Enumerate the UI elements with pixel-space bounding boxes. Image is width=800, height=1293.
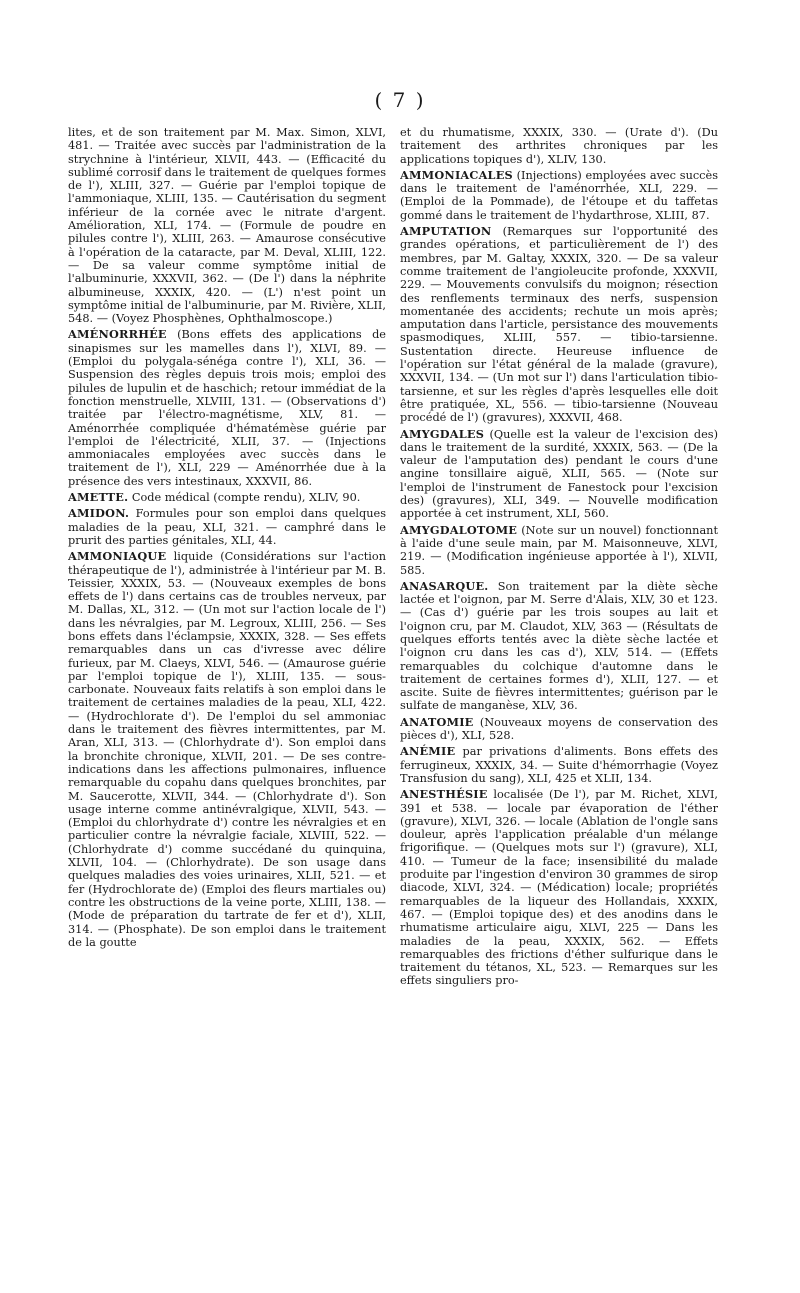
index-entry: AMYGDALES (Quelle est la valeur de l'excision des) dans le traitement de la surdité, XXXIX, 563. — (De la valeur de l'amputation des) pendant le cours d'une angine tonsillaire aiguë, XLII, 565. — (Note sur l'emploi de l'instrument de Fanestock pour l'excision des) (gravures), XLI, 349. — Nouvelle modification apportée à cet instrument, XLI, 560. — [400, 426, 718, 521]
right-column — [400, 126, 718, 1276]
index-entry: AMIDON. Formules pour son emploi dans quelques maladies de la peau, XLI, 321. — camphré dans le prurit des parties génitales, XLI, 44. — [68, 506, 386, 547]
index-entry: et du rhumatisme, XXXIX, 330. — (Urate d'). (Du traitement des arthrites chroniques par les applications topiques d'), XLIV, 130. — [400, 126, 718, 166]
index-entry: AMYGDALOTOME (Note sur un nouvel) fonctionnant à l'aide d'une seule main, par M. Maisonneuve, XLVI, 219. — (Modification ingénieuse apportée à l'), XLVII, 585. — [400, 522, 718, 577]
index-columns — [68, 126, 718, 1276]
index-entry: ANATOMIE (Nouveaux moyens de conservation des pièces d'), XLI, 528. — [400, 714, 718, 743]
page-number: ( 7 ) — [374, 88, 426, 112]
index-entry: ANESTHÉSIE localisée (De l'), par M. Richet, XLVI, 391 et 538. — locale par évaporation de l'éther (gravure), XLVI, 326. — locale (Ablation de l'ongle sans douleur, après l'application préalable d'un mélange frigorifique. — (Quelques mots sur l') (gravure), XLI, 410. — Tumeur de la face; insensibilité du malade produite par l'ingestion d'environ 30 grammes de sirop diacode, XLVI, 324. — (Médication) locale; propriétés remarquables de la liqueur des Hollandais, XXXIX, 467. — (Emploi topique des) et des anodins dans le rhumatisme articulaire aigu, XLVI, 225 — Dans les maladies de la peau, XXXIX, 562. — Effets remarquables des frictions d'éther sulfurique dans le traitement du tétanos, XL, 523. — Remarques sur les effets singuliers pro- — [400, 787, 718, 988]
index-entry: ANASARQUE. Son traitement par la diète sèche lactée et l'oignon, par M. Serre d'Alais, XLV, 30 et 123. — (Cas d') guérie par les trois soupes au lait et l'oignon cru, par M. Claudot, XLV, 363 — (Résultats de quelques efforts tentés avec la diète sèche lactée et l'oignon cru dans les cas d'), XLV, 514. — (Effets remarquables du colchique d'automne dans le traitement de certaines formes d'), XLII, 127. — et ascite. Suite de fièvres intermittentes; guérison par le sulfate de manganèse, XLV, 36. — [400, 578, 718, 713]
index-entry: AMÉNORRHÉE (Bons effets des applications de sinapismes sur les mamelles dans l'), XLVI, 89. — (Emploi du polygala-sénéga contre l'), XLI, 36. — Suspension des règles depuis trois mois; emploi des pilules de lupulin et de haschich; retour immédiat de la fonction menstruelle, XLVIII, 131. — (Observations d') traitée par l'électro-magnétisme, XLV, 81. — Aménorrhée compliquée d'hématémèse guérie par l'emploi de l'électricité, XLII, 37. — (Injections ammoniacales employées avec succès dans le traitement de l'), XLI, 229 — Aménorrhée due à la présence des vers intestinaux, XXXVII, 86. — [68, 327, 386, 488]
index-entry: lites, et de son traitement par M. Max. Simon, XLVI, 481. — Traitée avec succès par l'administration de la strychnine à l'intérieur, XLVII, 443. — (Efficacité du sublimé corrosif dans le traitement de quelques formes de l'), XLIII, 327. — Guérie par l'emploi topique de l'ammoniaque, XLIII, 135. — Cautérisation du segment inférieur de la cornée avec le nitrate d'argent. Amélioration, XLI, 174. — (Formule de poudre en pilules contre l'), XLIII, 263. — Amaurose consécutive à l'opération de la cataracte, par M. Deval, XLIII, 122. — De sa valeur comme symptôme initial de l'albuminurie, XXXVII, 362. — (De l') dans la néphrite albumineuse, XXXIX, 420. — (L') n'est point un symptôme initial de l'albuminurie, par M. Rivière, XLII, 548. — (Voyez Phosphènes, Ophthalmoscope.) — [68, 126, 386, 326]
left-column — [68, 126, 386, 1276]
index-entry: AMPUTATION (Remarques sur l'opportunité des grandes opérations, et particulièrement de l') des membres, par M. Galtay, XXXIX, 320. — De sa valeur comme traitement de l'angioleucite profonde, XXXVII, 229. — Mouvements convulsifs du moignon; résection des renflements terminaux des nerfs, suspension momentanée des accidents; rechute un mois après; amputation dans l'article, persistance des mouvements spasmodiques, XLIII, 557. — tibio-tarsienne. Sustentation directe. Heureuse influence de l'opération sur l'état général de la malade (gravure), XXXVII, 134. — (Un mot sur l') dans l'articulation tibio-tarsienne, et sur les règles d'après lesquelles elle doit être pratiquée, XL, 556. — tibio-tarsienne (Nouveau procédé de l') (gravures), XXXVII, 468. — [400, 224, 718, 425]
index-entry: AMMONIACALES (Injections) employées avec succès dans le traitement de l'aménorrhée, XLI, 229. — (Emploi de la Pommade), de l'étoupe et du taffetas gommé dans le traitement de l'hydarthrose, XLIII, 87. — [400, 167, 718, 222]
index-entry: AMETTE. Code médical (compte rendu), XLIV, 90. — [68, 490, 361, 505]
index-entry: AMMONIAQUE liquide (Considérations sur l'action thérapeutique de l'), administrée à l'intérieur par M. B. Teissier, XXXIX, 53. — (Nouveaux exemples de bons effets de l') dans certains cas de troubles nerveux, par M. Dallas, XL, 312. — (Un mot sur l'action locale de l') dans les névralgies, par M. Legroux, XLIII, 256. — Ses bons effets dans l'éclampsie, XXXIX, 328. — Ses effets remarquables dans un cas d'ivresse avec délire furieux, par M. Claeys, XLVI, 546. — (Amaurose guérie par l'emploi topique de l'), XLIII, 135. — sous-carbonate. Nouveaux faits relatifs à son emploi dans le traitement de certaines maladies de la peau, XLI, 422. — (Hydrochlorate d'). De l'emploi du sel ammoniac dans le traitement des fièvres intermittentes, par M. Aran, XLI, 313. — (Chlorhydrate d'). Son emploi dans la bronchite chronique, XLVII, 201. — De ses contre-indications dans les affections pulmonaires, influence remarquable du copahu dans quelques bronchites, par M. Saucerotte, XLVII, 344. — (Chlorhydrate d'). Son usage interne comme antinévralgique, XLVII, 543. — (Emploi du chlorhydrate d') contre les névralgies et en particulier contre la névralgie faciale, XLVIII, 522. — (Chlorhydrate d') comme succédané du quinquina, XLVII, 104. — (Chlorhydrate). De son usage dans quelques maladies des voies urinaires, XLII, 521. — et fer (Hydrochlorate de) (Emploi des fleurs martiales ou) contre les obstructions de la veine porte, XLIII, 138. — (Mode de préparation du tartrate de fer et d'), XLII, 314. — (Phosphate). De son emploi dans le traitement de la goutte — [68, 549, 386, 949]
index-entry: ANÉMIE par privations d'aliments. Bons effets des ferrugineux, XXXIX, 34. — Suite d'hémorrhagie (Voyez Transfusion du sang), XLI, 425 et XLII, 134. — [400, 744, 718, 785]
